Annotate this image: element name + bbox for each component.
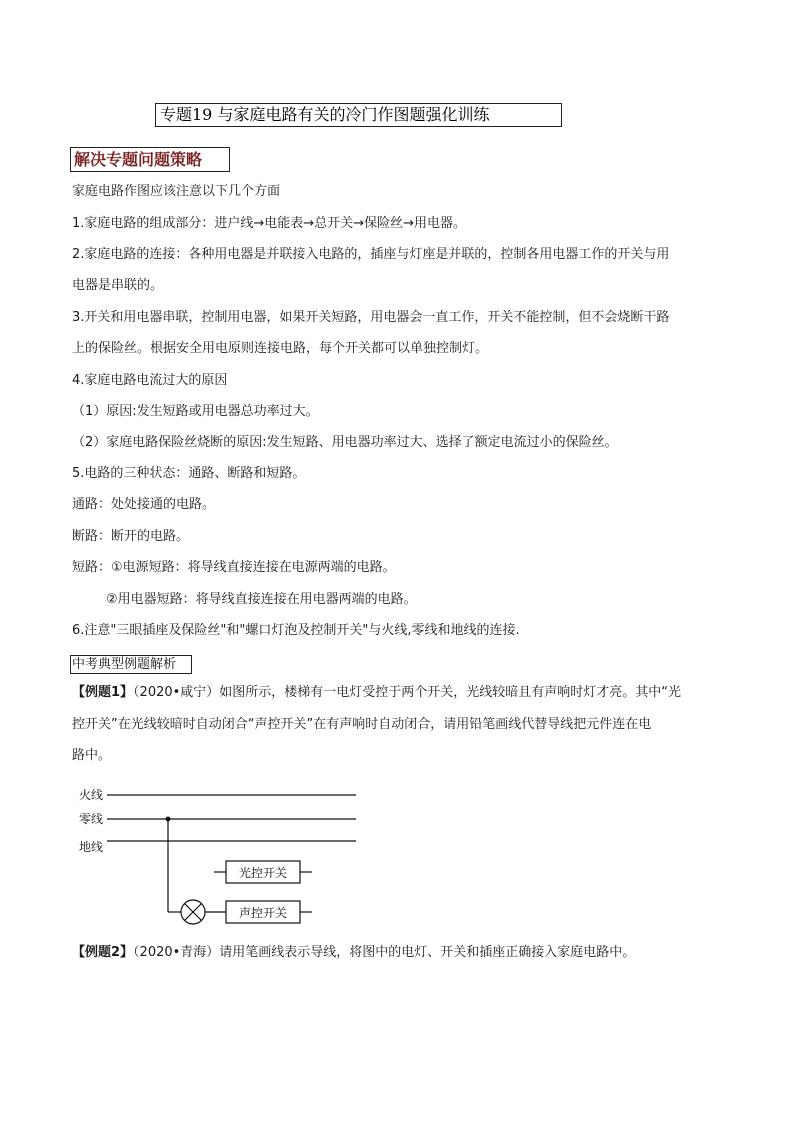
example2-label: 【例题2】 bbox=[72, 945, 134, 960]
example1-label: 【例题1】 bbox=[72, 685, 134, 700]
example2-text: （2020•青海）请用笔画线表示导线，将图中的电灯、开关和插座正确接入家庭电路中。 bbox=[133, 945, 636, 960]
ground-wire-label: 地线 bbox=[79, 840, 104, 854]
point-2-line-1: 2.家庭电路的连接：各种用电器是并联接入电路的，插座与灯座是并联的，控制各用电器工作的开关与用 bbox=[72, 247, 670, 262]
strategy-heading: 解决专题问题策略 bbox=[70, 147, 230, 172]
point-5-short-2: ②用电器短路：将导线直接连接在用电器两端的电路。 bbox=[106, 592, 417, 607]
point-5-short-1: 短路：①电源短路：将导线直接连接在电源两端的电路。 bbox=[72, 560, 396, 575]
example1-text-1: （2020•咸宁）如图所示，楼梯有一电灯受控于两个开关，光线较暗且有声响时灯才亮。其中“光 bbox=[133, 685, 682, 700]
point-4: 4.家庭电路电流过大的原因 bbox=[72, 373, 228, 388]
point-3-line-1: 3.开关和用电器串联，控制用电器，如果开关短路，用电器会一直工作，开关不能控制，但不会烧断干路 bbox=[72, 310, 670, 325]
point-5-open: 断路：断开的电路。 bbox=[72, 529, 190, 544]
fire-wire-label: 火线 bbox=[79, 788, 104, 802]
point-1: 1.家庭电路的组成部分：进户线→电能表→总开关→保险丝→用电器。 bbox=[72, 216, 466, 231]
point-4-sub-2: （2）家庭电路保险丝烧断的原因:发生短路、用电器功率过大、选择了额定电流过小的保险丝。 bbox=[72, 435, 618, 450]
example1-line-3: 路中。 bbox=[72, 748, 112, 763]
junction-dot bbox=[166, 817, 171, 822]
intro-text: 家庭电路作图应该注意以下几个方面 bbox=[72, 184, 281, 199]
example2-line bbox=[72, 944, 635, 962]
exam-heading: 中考典型例题解析 bbox=[70, 655, 192, 674]
point-6: 6.注意"三眼插座及保险丝"和"螺口灯泡及控制开关"与火线,零线和地线的连接. bbox=[72, 623, 520, 638]
point-5-path: 通路：处处接通的电路。 bbox=[72, 497, 216, 512]
point-5: 5.电路的三种状态：通路、断路和短路。 bbox=[72, 466, 306, 481]
light-switch-label: 光控开关 bbox=[238, 866, 288, 880]
neutral-wire-label: 零线 bbox=[79, 812, 104, 826]
point-4-sub-1: （1）原因:发生短路或用电器总功率过大。 bbox=[72, 404, 319, 419]
sound-switch-label: 声控开关 bbox=[238, 906, 288, 920]
example1-line-2: 控开关”在光线较暗时自动闭合“声控开关”在有声响时自动闭合，请用铅笔画线代替导线把元件连在电 bbox=[72, 717, 652, 732]
point-3-line-2: 上的保险丝。根据安全用电原则连接电路，每个开关都可以单独控制灯。 bbox=[72, 341, 489, 356]
point-2-line-2: 电器是串联的。 bbox=[72, 278, 164, 293]
page-title: 专题19 与家庭电路有关的冷门作图题强化训练 bbox=[155, 103, 562, 127]
